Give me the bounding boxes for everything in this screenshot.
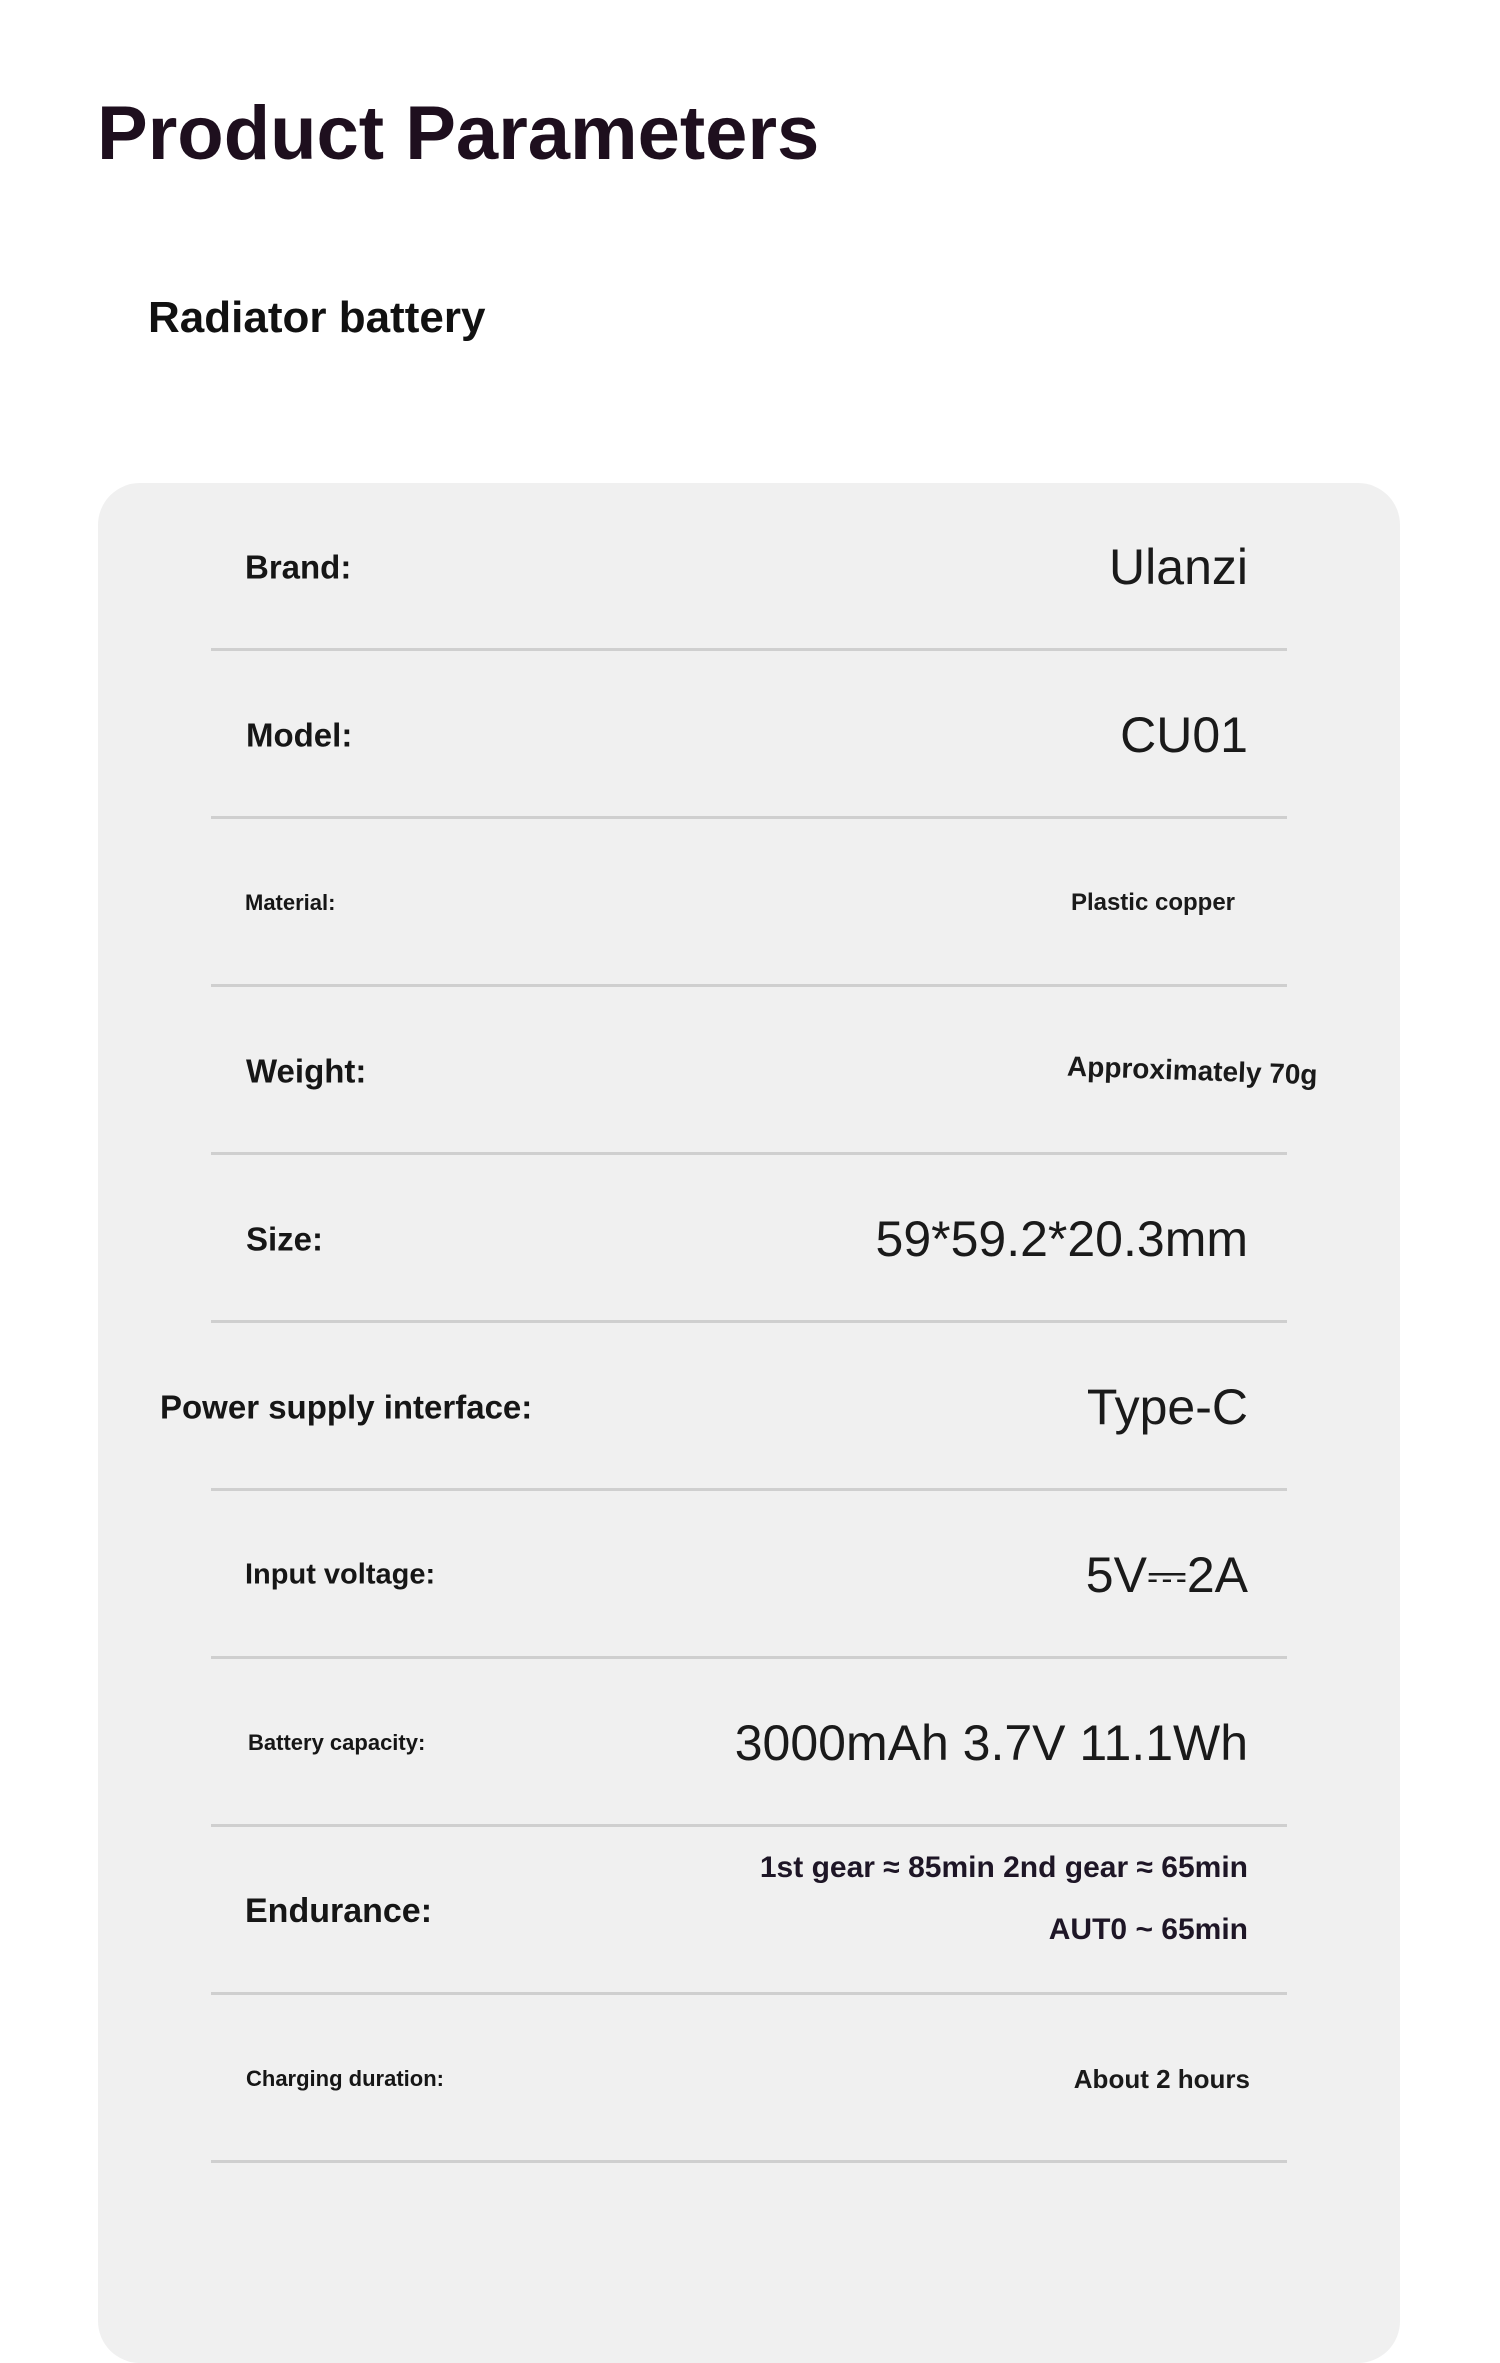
spec-value-size: 59*59.2*20.3mm — [875, 1211, 1248, 1267]
spec-value-material: Plastic copper — [1070, 889, 1235, 916]
spec-label-battery-capacity: Battery capacity: — [248, 1730, 426, 1755]
endurance-auto-time: AUT0 ~ 65min — [1048, 1913, 1248, 1946]
spec-value-power-interface: Type-C — [1086, 1379, 1248, 1435]
spec-label-endurance: Endurance: — [245, 1892, 433, 1930]
product-subtitle: Radiator battery — [148, 293, 486, 342]
spec-row-input-voltage — [98, 1491, 1400, 1659]
spec-label-brand: Brand: — [245, 548, 352, 586]
spec-row-model — [98, 651, 1400, 819]
spec-row-material — [98, 819, 1400, 987]
spec-label-model: Model: — [246, 716, 353, 754]
spec-value-charging-duration: About 2 hours — [1073, 2064, 1250, 2094]
spec-value-battery-capacity: 3000mAh 3.7V 11.1Wh — [734, 1715, 1248, 1771]
spec-row-charging-duration — [98, 1995, 1400, 2163]
spec-row-endurance — [98, 1827, 1400, 1995]
spec-label-weight: Weight: — [246, 1052, 367, 1090]
page-title: Product Parameters — [97, 91, 820, 176]
spec-row-size — [98, 1155, 1400, 1323]
row-divider — [211, 2160, 1287, 2163]
spec-row-battery-capacity — [98, 1659, 1400, 1827]
spec-table — [98, 483, 1400, 2363]
spec-label-charging-duration: Charging duration: — [246, 2066, 444, 2091]
spec-label-input-voltage: Input voltage: — [245, 1558, 436, 1591]
spec-value-model: CU01 — [1120, 707, 1248, 763]
spec-value-weight: Approximately 70g — [1067, 1050, 1319, 1091]
spec-row-power-interface — [98, 1323, 1400, 1491]
spec-row-weight — [98, 987, 1400, 1155]
spec-row-brand — [98, 483, 1400, 651]
spec-label-size: Size: — [246, 1220, 324, 1258]
spec-value-brand: Ulanzi — [1109, 539, 1248, 595]
spec-label-material: Material: — [245, 890, 336, 915]
spec-value-input-voltage: 5V⎓2A — [1085, 1547, 1248, 1603]
spec-label-power-interface: Power supply interface: — [160, 1388, 533, 1426]
spec-value-endurance — [760, 1853, 1248, 1945]
endurance-gear-times: 1st gear ≈ 85min 2nd gear ≈ 65min — [759, 1851, 1248, 1884]
